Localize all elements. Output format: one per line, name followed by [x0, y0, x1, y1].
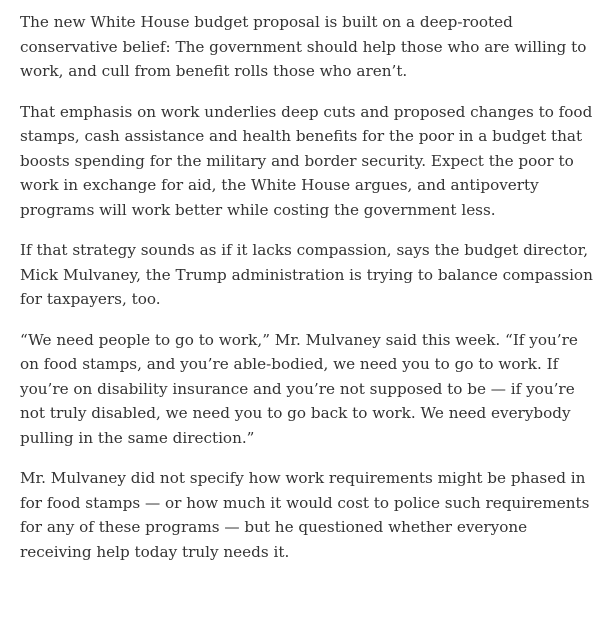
paragraph-2: That emphasis on work underlies deep cuts and proposed changes to food stamps, cash assistance and health benefits for the poor in a budget that boosts spending for the military and border security. Expect the poor to work in exchange for aid, the White House argues, and antipoverty programs will work better while costing the government less. — [20, 102, 593, 219]
paragraph-5: Mr. Mulvaney did not specify how work requirements might be phased in for food stamps — or how much it would cost to police such requirements for any of these programs — but he questioned whether everyone receiving help today truly needs it. — [20, 469, 590, 561]
paragraph-1: The new White House budget proposal is built on a deep-rooted conservative belief: The government should help those who are willing to work, and cull from benefit rolls those who aren’t. — [20, 13, 587, 80]
paragraph-4: “We need people to go to work,” Mr. Mulvaney said this week. “If you’re on food stamps, and you’re able-bodied, we need you to go to work. If you’re on disability insurance and you’re not supposed to be — if you’re not truly disabled, we need you to go back to work. We need everybody pulling in the same direction.” — [20, 330, 578, 447]
paragraph-3: If that strategy sounds as if it lacks compassion, says the budget director, Mick Mulvaney, the Trump administration is trying to balance compassion for taxpayers, too. — [20, 241, 593, 308]
